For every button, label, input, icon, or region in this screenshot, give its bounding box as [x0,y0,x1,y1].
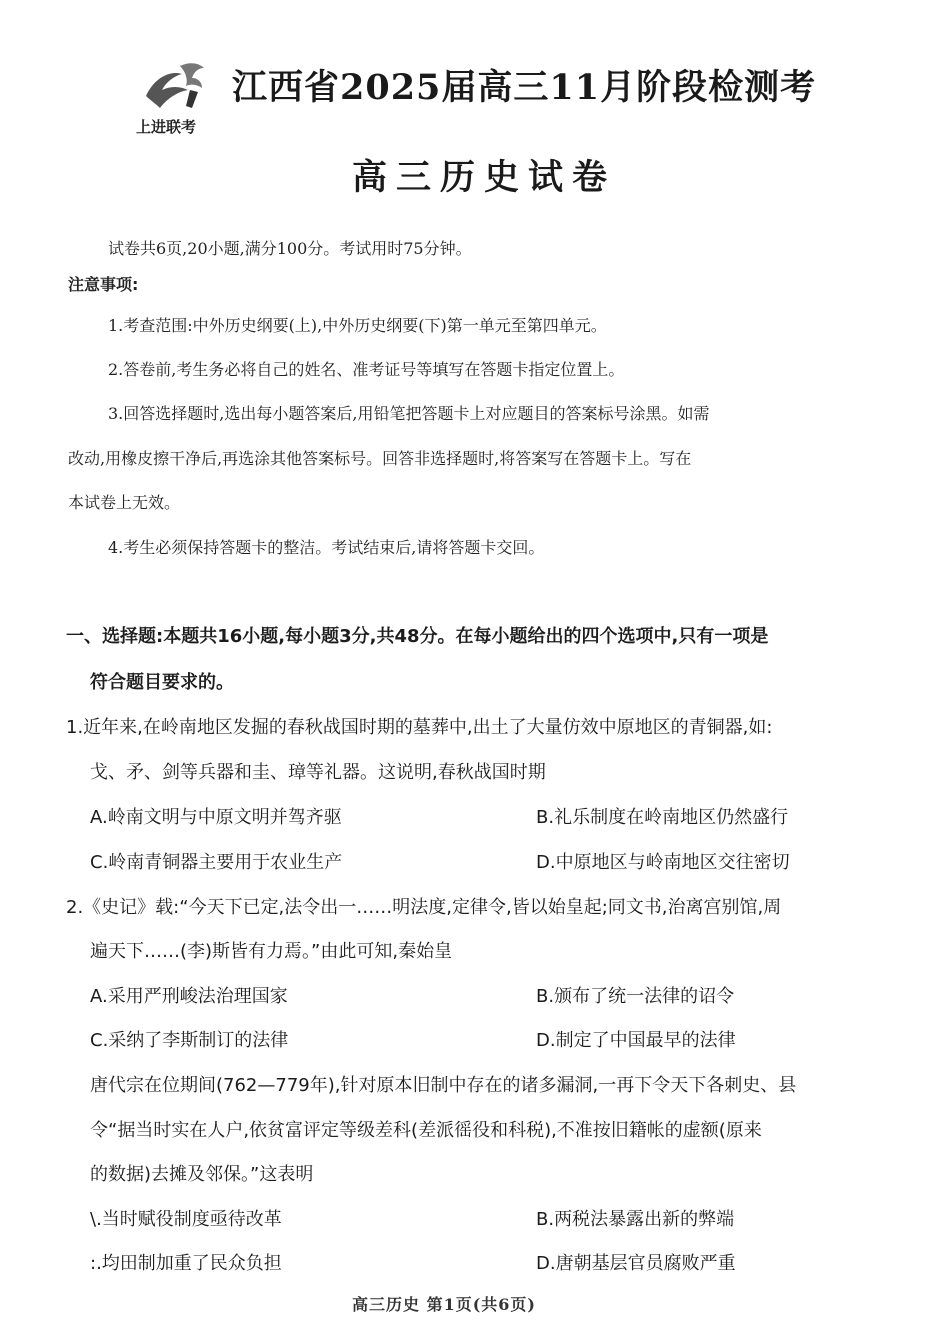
question-3-option-b: B.两税法暴露出新的弊端 [536,1209,735,1230]
question-2-option-a: A.采用严刑峻法治理国家 [90,986,288,1007]
question-2-stem-line-2: 遍天下……(李)斯皆有力焉。”由此可知,秦始皇 [90,941,453,962]
question-1-option-d: D.中原地区与岭南地区交往密切 [536,852,790,873]
question-3-stem-line-2: 令“据当时实在人户,依贫富评定等级差科(差派徭役和科税),不准按旧籍帐的虚额(原来 [90,1120,762,1141]
note-item-3-line-2: 改动,用橡皮擦干净后,再选涂其他答案标号。回答非选择题时,将答案写在答题卡上。写在 [68,449,692,468]
logo-emblem-icon [140,56,210,114]
exam-logo [136,56,216,136]
note-item-3-line-1: 3.回答选择题时,选出每小题答案后,用铅笔把答题卡上对应题目的答案标号涂黑。如需 [108,404,710,423]
exam-title: 江西省2025届高三11月阶段检测考 [232,67,817,108]
section-1-heading-line-2: 符合题目要求的。 [90,672,234,693]
question-3-stem-line-1: 唐代宗在位期间(762—779年),针对原本旧制中存在的诸多漏洞,一再下令天下各刺史、县 [90,1075,797,1096]
question-2-option-b: B.颁布了统一法律的诏令 [536,986,735,1007]
note-item-3-line-3: 本试卷上无效。 [68,493,181,512]
question-2-option-d: D.制定了中国最早的法律 [536,1030,736,1051]
question-1-stem-line-2: 戈、矛、剑等兵器和圭、璋等礼器。这说明,春秋战国时期 [90,762,546,783]
question-3-option-d: D.唐朝基层官员腐败严重 [536,1253,736,1274]
question-2-option-c: C.采纳了李斯制订的法律 [90,1030,289,1051]
exam-intro: 试卷共6页,20小题,满分100分。考试用时75分钟。 [108,239,472,258]
question-1-option-c: C.岭南青铜器主要用于农业生产 [90,852,343,873]
question-3-option-c: :.均田制加重了民众负担 [90,1253,282,1274]
note-item-4: 4.考生必须保持答题卡的整洁。考试结束后,请将答题卡交回。 [108,538,545,557]
note-item-2: 2.答卷前,考生务必将自己的姓名、准考证号等填写在答题卡指定位置上。 [108,360,625,379]
note-item-1: 1.考查范围:中外历史纲要(上),中外历史纲要(下)第一单元至第四单元。 [108,316,607,335]
question-1-option-b: B.礼乐制度在岭南地区仍然盛行 [536,807,789,828]
question-3-stem-line-3: 的数据)去摊及邻保。”这表明 [90,1164,314,1185]
question-1-option-a: A.岭南文明与中原文明并驾齐驱 [90,807,342,828]
notes-heading: 注意事项: [68,275,139,294]
question-3-option-a: \.当时赋役制度亟待改革 [90,1209,282,1230]
question-2-stem-line-1: 2.《史记》载:“今天下已定,法令出一……明法度,定律令,皆以始皇起;同文书,治离宫别馆,周 [66,897,782,918]
logo-text: 上进联考 [136,118,197,136]
section-1-heading-line-1: 一、选择题:本题共16小题,每小题3分,共48分。在每小题给出的四个选项中,只有一项是 [66,626,769,647]
paper-title: 高三历史试卷 [352,157,617,198]
question-1-stem-line-1: 1.近年来,在岭南地区发掘的春秋战国时期的墓葬中,出土了大量仿效中原地区的青铜器,如: [66,717,773,738]
page-footer: 高三历史 第1页(共6页) [352,1295,536,1314]
